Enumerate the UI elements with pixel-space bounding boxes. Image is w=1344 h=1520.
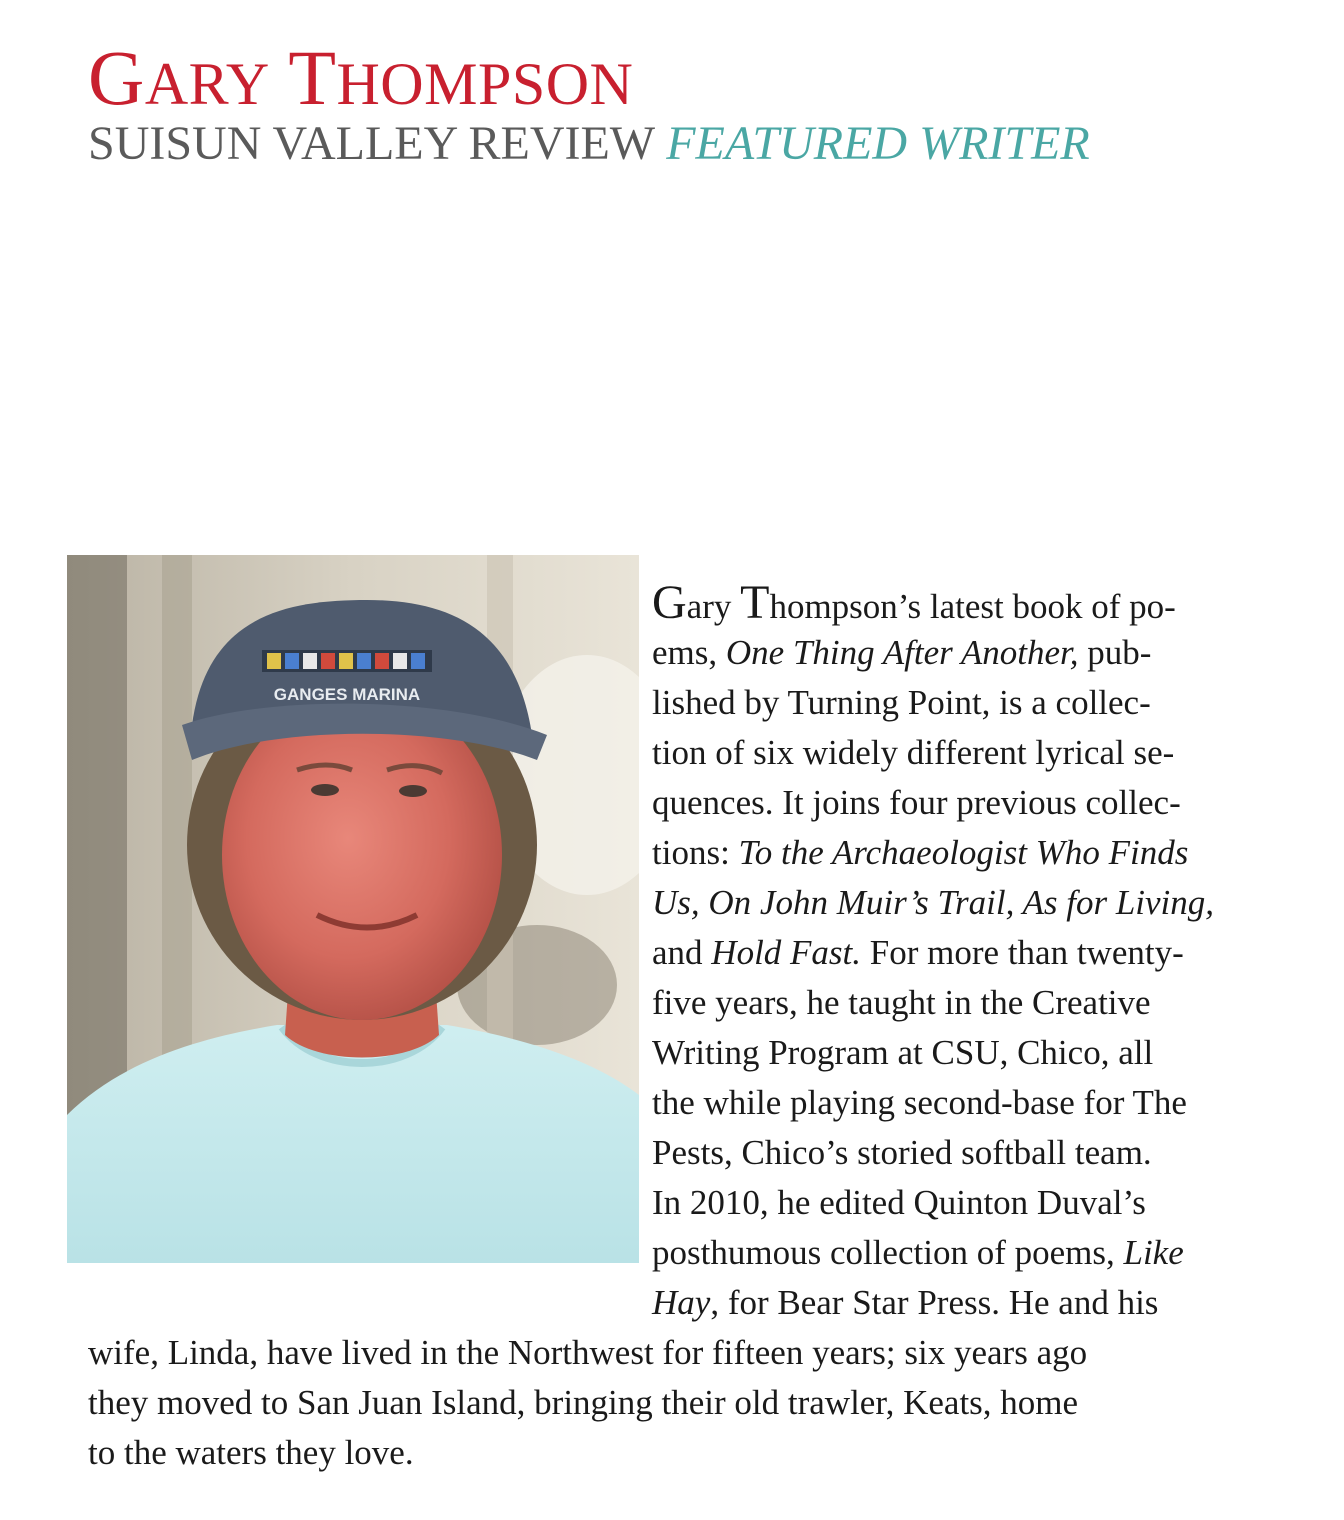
bio-line [652,1278,1158,1328]
bio-text: to the waters they love. [88,1433,414,1472]
bio-line [652,628,1151,678]
bio-text: Pests, Chico’s storied softball team. [652,1133,1152,1172]
bio-line [652,1028,1153,1078]
book-title-text: Hold Fast. [711,933,862,972]
bio-text: Writing Program at CSU, Chico, all [652,1033,1154,1072]
bio-line [652,928,1184,978]
bio-text: and [652,933,712,972]
cap-lettering: GANGES MARINA [273,685,421,704]
bio-text: posthumous collection of poems, [652,1233,1124,1272]
bio-text: they moved to San Juan Island, bringing their old trawler, Keats, home [88,1383,1079,1422]
book-title-text: Like [1123,1233,1184,1272]
bio-line [652,678,1151,728]
bio-line [652,728,1174,778]
featured-writer-label: FEATURED WRITER [666,117,1090,170]
bio-text: ems, [652,633,726,672]
bio-text: G [652,576,687,629]
bio-text: wife, Linda, have lived in the Northwest for fifteen years; six years ago [88,1333,1088,1372]
bio-line [88,1428,414,1478]
bio-line [652,878,1214,928]
bio-text: In 2010, he edited Quinton Duval’s [652,1183,1146,1222]
writer-name: GARY THOMPSON [88,34,634,121]
bio-line [652,1128,1152,1178]
bio-line [652,1178,1146,1228]
bio-text: five years, he taught in the Creative [652,983,1151,1022]
bio-text: lished by Turning Point, is a collec- [652,683,1151,722]
book-title-text: Us, On John Muir’s Trail, As for Living, [652,883,1215,922]
bio-text: T [740,576,770,629]
journal-name: SUISUN VALLEY REVIEW [88,117,667,170]
bio-text: tion of six widely different lyrical se- [652,733,1175,772]
bio-line [652,828,1188,878]
bio-text: , for Bear Star Press. He and his [710,1283,1159,1322]
bio-text: For more than twenty- [861,933,1184,972]
book-title-text: To the Archaeologist Who Finds [738,833,1189,872]
bio-text: the while playing second-base for The [652,1083,1187,1122]
book-title-text: Hay [652,1283,711,1322]
bio-line [88,1378,1078,1428]
bio-line [652,1228,1184,1278]
bio-text: quences. It joins four previous collec- [652,783,1181,822]
bio-line [652,778,1181,828]
bio-text: tions: [652,833,739,872]
book-title-text: One Thing After Another, [725,633,1079,672]
bio-text: hompson’s latest book of po- [769,587,1176,626]
bio-line [652,1078,1187,1128]
bio-line [88,1328,1087,1378]
bio-text: ary [686,587,741,626]
bio-line [652,578,1176,632]
bio-text: pub- [1078,633,1152,672]
bio-line [652,978,1151,1028]
